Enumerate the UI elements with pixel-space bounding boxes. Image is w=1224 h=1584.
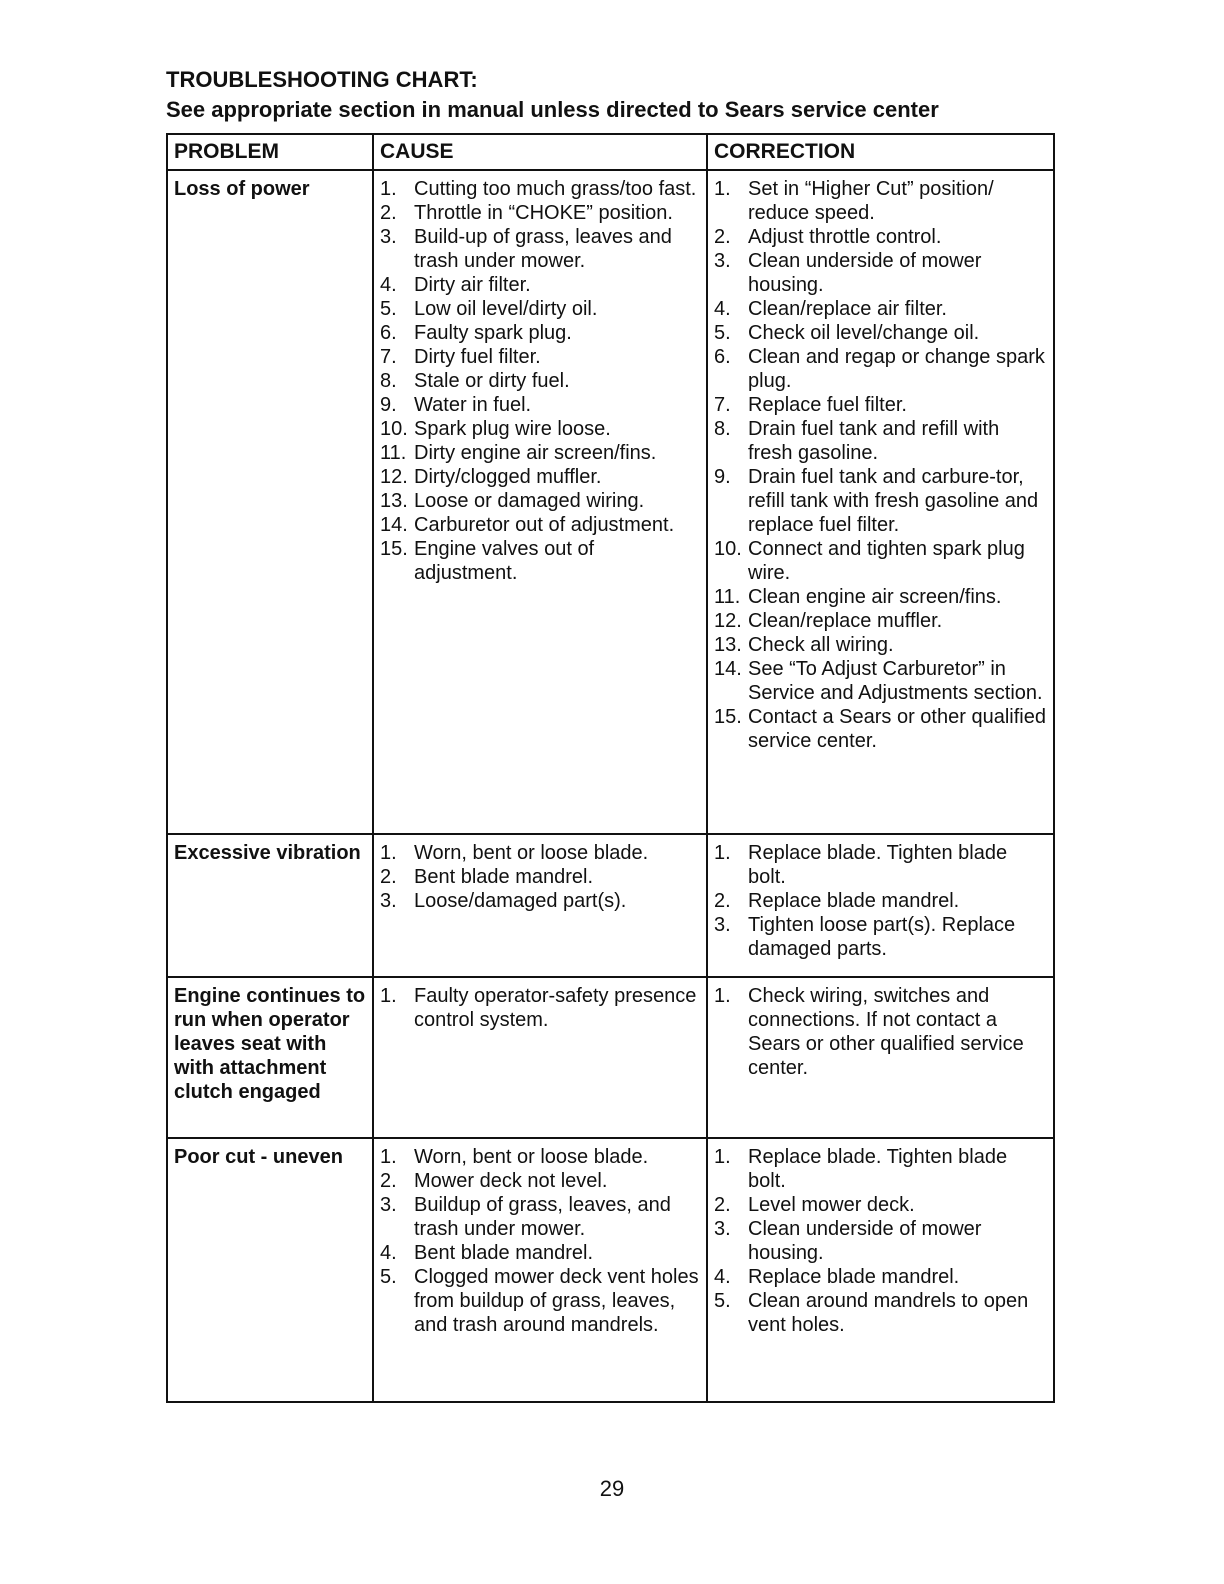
item-text: Clean/replace air filter.	[748, 298, 947, 320]
item-text: Replace blade mandrel.	[748, 1266, 960, 1288]
correction-item	[714, 657, 1049, 705]
item-text: Contact a Sears or other qualified service center.	[748, 706, 1046, 752]
correction-item	[714, 393, 1049, 417]
cause-cell	[373, 977, 707, 1138]
item-number: 2.	[714, 890, 731, 912]
item-text: Clean and regap or change spark plug.	[748, 346, 1045, 392]
item-text: Dirty fuel filter.	[414, 346, 541, 368]
item-text: Check oil level/change oil.	[748, 322, 980, 344]
item-text: Worn, bent or loose blade.	[414, 842, 649, 864]
item-number: 6.	[380, 322, 397, 344]
item-number: 12.	[380, 466, 408, 488]
item-text: Build-up of grass, leaves and trash under mower.	[414, 226, 672, 272]
problem-cell: Poor cut - uneven	[167, 1138, 373, 1402]
correction-item	[714, 1289, 1049, 1337]
item-number: 7.	[714, 394, 731, 416]
item-number: 11.	[714, 586, 741, 608]
cause-cell	[373, 170, 707, 834]
cause-item	[380, 889, 702, 913]
item-number: 1.	[714, 1146, 731, 1168]
correction-item	[714, 1193, 1049, 1217]
problem-cell: Engine continues to run when operator leaves seat with with attachment clutch engaged	[167, 977, 373, 1138]
item-text: Throttle in “CHOKE” position.	[414, 202, 673, 224]
table-header-row	[167, 134, 1054, 170]
correction-item	[714, 633, 1049, 657]
item-number: 10.	[380, 418, 408, 440]
item-number: 1.	[380, 985, 397, 1007]
item-number: 11.	[380, 442, 407, 464]
item-number: 8.	[714, 418, 731, 440]
item-text: Dirty engine air screen/fins.	[414, 442, 657, 464]
table-row	[167, 977, 1054, 1138]
item-number: 7.	[380, 346, 397, 368]
item-text: Clogged mower deck vent holes from buildup of grass, leaves, and trash around mandrels.	[414, 1266, 699, 1336]
item-text: Clean underside of mower housing.	[748, 250, 982, 296]
item-text: Stale or dirty fuel.	[414, 370, 570, 392]
correction-item	[714, 1145, 1049, 1193]
item-number: 5.	[714, 1290, 731, 1312]
item-text: See “To Adjust Carburetor” in Service and Adjustments section.	[748, 658, 1043, 704]
item-text: Water in fuel.	[414, 394, 532, 416]
item-text: Buildup of grass, leaves, and trash under mower.	[414, 1194, 671, 1240]
cause-item	[380, 225, 702, 273]
correction-item	[714, 609, 1049, 633]
troubleshooting-table	[166, 133, 1055, 1403]
problem-cell: Excessive vibration	[167, 834, 373, 977]
correction-cell	[707, 834, 1054, 977]
correction-item	[714, 984, 1049, 1080]
item-number: 1.	[714, 178, 731, 200]
item-text: Clean engine air screen/fins.	[748, 586, 1002, 608]
item-text: Engine valves out of adjustment.	[414, 538, 595, 584]
item-number: 3.	[714, 250, 731, 272]
item-text: Clean around mandrels to open vent holes.	[748, 1290, 1029, 1336]
item-number: 4.	[380, 274, 397, 296]
cause-item	[380, 1193, 702, 1241]
correction-item	[714, 1265, 1049, 1289]
item-text: Connect and tighten spark plug wire.	[748, 538, 1025, 584]
item-text: Replace fuel filter.	[748, 394, 907, 416]
item-text: Level mower deck.	[748, 1194, 915, 1216]
item-text: Carburetor out of adjustment.	[414, 514, 675, 536]
cause-item	[380, 513, 702, 537]
item-text: Replace blade mandrel.	[748, 890, 960, 912]
cause-cell	[373, 834, 707, 977]
cause-item	[380, 465, 702, 489]
item-number: 5.	[380, 298, 397, 320]
item-number: 3.	[380, 890, 397, 912]
item-text: Dirty/clogged muffler.	[414, 466, 602, 488]
item-text: Bent blade mandrel.	[414, 866, 594, 888]
item-number: 2.	[380, 866, 397, 888]
item-number: 4.	[714, 1266, 731, 1288]
item-text: Set in “Higher Cut” position/ reduce speed.	[748, 178, 994, 224]
cause-item	[380, 177, 702, 201]
correction-header: CORRECTION	[707, 134, 1054, 170]
item-number: 5.	[714, 322, 731, 344]
item-number: 15.	[714, 706, 742, 728]
item-number: 14.	[714, 658, 742, 680]
item-text: Spark plug wire loose.	[414, 418, 611, 440]
table-row	[167, 1138, 1054, 1402]
correction-item	[714, 705, 1049, 753]
item-number: 15.	[380, 538, 408, 560]
cause-item	[380, 984, 702, 1032]
cause-item	[380, 489, 702, 513]
correction-item	[714, 465, 1049, 537]
item-text: Bent blade mandrel.	[414, 1242, 594, 1264]
item-text: Clean/replace muffler.	[748, 610, 943, 632]
cause-item	[380, 1169, 702, 1193]
problem-header: PROBLEM	[167, 134, 373, 170]
correction-cell	[707, 170, 1054, 834]
correction-item	[714, 889, 1049, 913]
item-text: Replace blade. Tighten blade bolt.	[748, 1146, 1008, 1192]
item-text: Faulty spark plug.	[414, 322, 572, 344]
cause-item	[380, 201, 702, 225]
cause-item	[380, 345, 702, 369]
item-number: 10.	[714, 538, 742, 560]
item-number: 1.	[380, 842, 397, 864]
item-number: 12.	[714, 610, 742, 632]
item-number: 3.	[714, 1218, 731, 1240]
item-number: 5.	[380, 1266, 397, 1288]
item-text: Drain fuel tank and carbure-tor, refill tank with fresh gasoline and replace fuel filter.	[748, 466, 1039, 536]
item-text: Cutting too much grass/too fast.	[414, 178, 697, 200]
correction-cell	[707, 1138, 1054, 1402]
chart-title: TROUBLESHOOTING CHART:	[166, 67, 478, 92]
item-number: 2.	[714, 1194, 731, 1216]
item-number: 4.	[380, 1242, 397, 1264]
correction-item	[714, 345, 1049, 393]
chart-subtitle: See appropriate section in manual unless directed to Sears service center	[166, 97, 939, 122]
cause-item	[380, 441, 702, 465]
cause-item	[380, 1241, 702, 1265]
item-text: Low oil level/dirty oil.	[414, 298, 598, 320]
problem-cell: Loss of power	[167, 170, 373, 834]
item-number: 9.	[380, 394, 397, 416]
item-text: Clean underside of mower housing.	[748, 1218, 982, 1264]
correction-item	[714, 225, 1049, 249]
item-number: 3.	[380, 1194, 397, 1216]
correction-item	[714, 177, 1049, 225]
correction-item	[714, 321, 1049, 345]
item-number: 1.	[380, 1146, 397, 1168]
item-number: 13.	[714, 634, 742, 656]
item-number: 3.	[714, 914, 731, 936]
item-number: 4.	[714, 298, 731, 320]
correction-item	[714, 249, 1049, 297]
item-number: 13.	[380, 490, 408, 512]
correction-item	[714, 297, 1049, 321]
correction-cell	[707, 977, 1054, 1138]
item-text: Mower deck not level.	[414, 1170, 608, 1192]
item-number: 3.	[380, 226, 397, 248]
correction-item	[714, 913, 1049, 961]
item-text: Tighten loose part(s). Replace damaged parts.	[748, 914, 1016, 960]
item-number: 2.	[380, 202, 397, 224]
item-text: Replace blade. Tighten blade bolt.	[748, 842, 1008, 888]
cause-cell	[373, 1138, 707, 1402]
cause-item	[380, 841, 702, 865]
table-row	[167, 834, 1054, 977]
cause-header: CAUSE	[373, 134, 707, 170]
cause-item	[380, 1145, 702, 1169]
item-text: Dirty air filter.	[414, 274, 531, 296]
item-number: 1.	[714, 842, 731, 864]
page-number: 29	[599, 1476, 625, 1501]
correction-item	[714, 841, 1049, 889]
item-text: Faulty operator-safety presence control system.	[414, 985, 697, 1031]
item-number: 1.	[380, 178, 397, 200]
item-text: Loose or damaged wiring.	[414, 490, 645, 512]
cause-item	[380, 297, 702, 321]
item-number: 8.	[380, 370, 397, 392]
item-number: 9.	[714, 466, 731, 488]
cause-item	[380, 417, 702, 441]
cause-item	[380, 393, 702, 417]
cause-item	[380, 369, 702, 393]
item-number: 6.	[714, 346, 731, 368]
item-text: Drain fuel tank and refill with fresh gasoline.	[748, 418, 1000, 464]
item-text: Check all wiring.	[748, 634, 894, 656]
correction-item	[714, 417, 1049, 465]
item-text: Loose/damaged part(s).	[414, 890, 627, 912]
cause-item	[380, 273, 702, 297]
item-number: 1.	[714, 985, 731, 1007]
correction-item	[714, 537, 1049, 585]
item-number: 2.	[380, 1170, 397, 1192]
cause-item	[380, 537, 702, 585]
table-row	[167, 170, 1054, 834]
cause-item	[380, 321, 702, 345]
item-text: Adjust throttle control.	[748, 226, 942, 248]
item-text: Worn, bent or loose blade.	[414, 1146, 649, 1168]
item-text: Check wiring, switches and connections. If not contact a Sears or other qualified service center.	[748, 985, 1024, 1079]
correction-item	[714, 1217, 1049, 1265]
cause-item	[380, 865, 702, 889]
cause-item	[380, 1265, 702, 1337]
item-number: 14.	[380, 514, 408, 536]
correction-item	[714, 585, 1049, 609]
item-number: 2.	[714, 226, 731, 248]
